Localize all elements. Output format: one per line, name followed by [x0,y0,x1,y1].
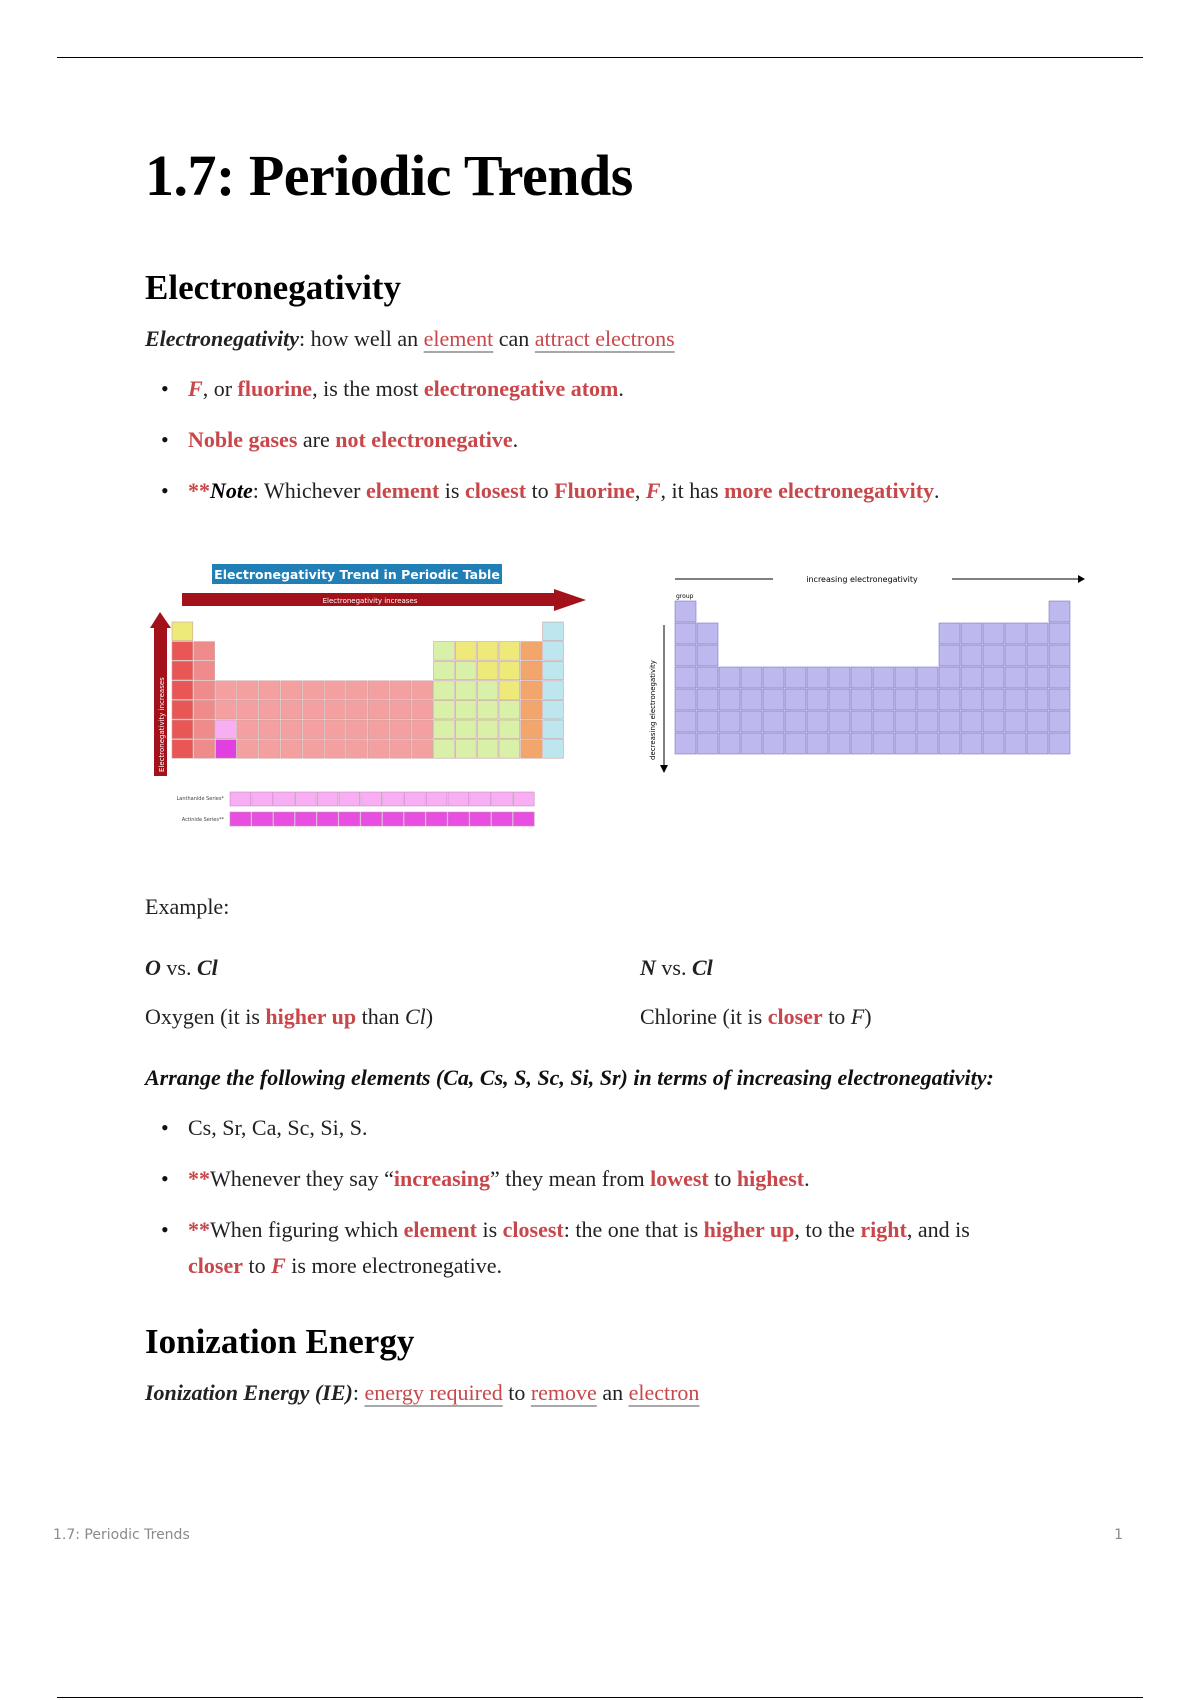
example-left-answer: Oxygen (it is higher up than Cl) [145,1004,434,1029]
element-cell [1027,667,1048,688]
element-cell [675,645,696,666]
element-cell [983,689,1004,710]
element-cell [303,681,324,700]
element-cell [939,667,960,688]
element-cell [719,733,740,754]
element-cell [807,667,828,688]
element-cell [172,740,193,759]
element-cell [216,700,237,719]
element-cell [697,733,718,754]
fig1-lanthanide-label: Lanthanide Series* [176,796,224,802]
link-remove[interactable]: remove [530,1380,597,1405]
element-cell [194,740,215,759]
element-cell [325,720,346,739]
element-cell [194,681,215,700]
element-cell [339,792,360,806]
element-cell [1049,623,1070,644]
element-cell [303,700,324,719]
element-cell [499,681,520,700]
fig1-arrow-label: Electronegativity increases [322,597,418,605]
element-cell [1049,711,1070,732]
element-cell [412,720,433,739]
element-cell [492,792,513,806]
element-cell [499,740,520,759]
element-cell [807,689,828,710]
element-cell [368,740,389,759]
element-cell [1005,689,1026,710]
link-element[interactable]: element [423,326,494,351]
element-cell [499,720,520,739]
element-cell [741,667,762,688]
periodic-table-purple [640,565,1085,780]
element-cell [829,733,850,754]
fig1-actinide-label: Actinide Series** [181,817,224,823]
element-cell [368,681,389,700]
link-energy-required[interactable]: energy required [364,1380,503,1405]
element-cell [383,792,404,806]
element-cell [675,667,696,688]
element-cell [917,733,938,754]
element-cell [368,720,389,739]
element-cell [172,681,193,700]
element-cell [295,792,316,806]
element-cell [675,733,696,754]
element-cell [346,700,367,719]
element-cell [194,720,215,739]
fig1-cells [172,622,563,826]
element-cell [1049,733,1070,754]
element-cell [939,645,960,666]
element-cell [543,642,564,661]
element-cell [237,740,258,759]
element-cell [434,661,455,680]
element-cell [543,661,564,680]
element-cell [741,689,762,710]
element-cell [499,700,520,719]
element-cell [697,689,718,710]
figure-electronegativity-trend-colored [150,560,590,842]
element-cell [917,689,938,710]
bottom-rule [57,1697,1143,1698]
element-cell [543,622,564,641]
element-cell [785,733,806,754]
element-cell [390,740,411,759]
element-cell [477,700,498,719]
element-cell [499,642,520,661]
element-cell [719,711,740,732]
element-cell [237,720,258,739]
example-label: Example: [145,894,230,919]
electronegativity-definition: Electronegativity: how well an element can attract electrons [145,326,675,351]
element-cell [675,601,696,622]
element-cell [281,681,302,700]
fig1-side-label: Electronegativity increases [158,677,166,772]
fig2-cells [675,601,1070,754]
element-cell [807,733,828,754]
element-cell [785,689,806,710]
element-cell [172,642,193,661]
element-cell [895,711,916,732]
element-cell [455,720,476,739]
example-right-answer: Chlorine (it is closer to F) [640,1004,872,1029]
element-cell [434,740,455,759]
element-cell [216,681,237,700]
fig1-arrow-head [554,589,586,611]
element-cell [346,740,367,759]
page-title: 1.7: Periodic Trends [145,143,633,208]
element-cell [237,700,258,719]
element-cell [434,681,455,700]
element-cell [390,681,411,700]
element-cell [230,792,251,806]
element-cell [513,812,534,826]
element-cell [785,711,806,732]
element-cell [829,689,850,710]
element-cell [939,733,960,754]
list-item: • F, or fluorine, is the most electronegative atom. [145,371,1085,407]
element-cell [763,667,784,688]
element-cell [390,700,411,719]
element-cell [895,733,916,754]
element-cell [961,733,982,754]
element-cell [1027,733,1048,754]
element-cell [961,623,982,644]
element-cell [1027,711,1048,732]
element-cell [404,792,425,806]
element-cell [317,812,338,826]
element-cell [697,645,718,666]
element-cell [368,700,389,719]
element-cell [448,792,469,806]
fig2-top-label: increasing electronegativity [806,575,918,584]
element-cell [1049,689,1070,710]
element-cell [961,667,982,688]
element-cell [983,711,1004,732]
element-cell [455,661,476,680]
element-cell [1027,623,1048,644]
element-cell [741,733,762,754]
element-cell [434,720,455,739]
element-cell [477,720,498,739]
element-cell [697,711,718,732]
element-cell [390,720,411,739]
link-attract-electrons[interactable]: attract electrons [534,326,675,351]
element-cell [252,812,273,826]
element-cell [1049,645,1070,666]
element-cell [404,812,425,826]
element-cell [873,667,894,688]
element-cell [434,700,455,719]
element-cell [426,792,447,806]
element-cell [339,812,360,826]
element-cell [851,733,872,754]
element-cell [829,711,850,732]
element-cell [470,792,491,806]
element-cell [1049,667,1070,688]
element-cell [274,812,295,826]
arrange-question: Arrange the following elements (Ca, Cs, S, Sc, Si, Sr) in terms of increasing electronegativity: [145,1065,994,1090]
element-cell [281,720,302,739]
element-cell [807,711,828,732]
element-cell [172,661,193,680]
element-cell [259,681,280,700]
element-cell [434,642,455,661]
element-cell [719,689,740,710]
element-cell [961,689,982,710]
element-cell [281,700,302,719]
element-cell [895,689,916,710]
list-item: • Noble gases are not electronegative. [145,422,1085,458]
element-cell [383,812,404,826]
element-cell [961,711,982,732]
element-cell [521,720,542,739]
element-cell [325,700,346,719]
element-cell [295,812,316,826]
element-cell [361,812,382,826]
element-cell [719,667,740,688]
element-cell [983,623,1004,644]
list-item: • Cs, Sr, Ca, Sc, Si, S. [145,1110,1085,1146]
element-cell [1005,645,1026,666]
element-cell [274,792,295,806]
element-cell [216,740,237,759]
element-cell [194,700,215,719]
element-cell [543,740,564,759]
element-cell [317,792,338,806]
element-cell [346,720,367,739]
figure-electronegativity-values [640,565,1085,780]
element-cell [763,711,784,732]
element-cell [477,740,498,759]
element-cell [697,623,718,644]
element-cell [763,733,784,754]
element-cell [172,622,193,641]
element-cell [477,642,498,661]
element-cell [939,711,960,732]
section-heading-electronegativity: Electronegativity [145,268,401,307]
element-cell [873,689,894,710]
element-cell [1005,667,1026,688]
element-cell [675,689,696,710]
element-cell [785,667,806,688]
element-cell [194,642,215,661]
fig2-group-label: group [676,593,694,600]
element-cell [763,689,784,710]
element-cell [1027,645,1048,666]
element-cell [455,700,476,719]
element-cell [675,623,696,644]
element-cell [873,711,894,732]
element-cell [961,645,982,666]
element-cell [1005,711,1026,732]
element-cell [470,812,491,826]
element-cell [1027,689,1048,710]
element-cell [521,661,542,680]
element-cell [1049,601,1070,622]
element-cell [675,711,696,732]
element-cell [259,720,280,739]
electronegativity-bullets [145,371,1085,509]
element-cell [521,700,542,719]
element-cell [237,681,258,700]
element-cell [513,792,534,806]
section-heading-ionization: Ionization Energy [145,1322,415,1361]
element-cell [281,740,302,759]
element-cell [697,667,718,688]
element-cell [543,681,564,700]
element-cell [325,681,346,700]
element-cell [426,812,447,826]
element-cell [983,667,1004,688]
footer-title: 1.7: Periodic Trends [53,1527,190,1543]
element-cell [303,720,324,739]
element-cell [983,733,1004,754]
element-cell [346,681,367,700]
element-cell [939,623,960,644]
element-cell [917,711,938,732]
element-cell [477,661,498,680]
footer-page-number: 1 [1114,1527,1123,1543]
example-left-question: O vs. Cl [145,955,218,980]
element-cell [259,740,280,759]
fig1-side-arrow-head [150,612,171,628]
element-cell [521,642,542,661]
list-item: • **When figuring which element is closest: the one that is higher up, to the right, and is closer to F is more electronegative. [145,1212,1085,1284]
element-cell [194,661,215,680]
element-cell [172,720,193,739]
element-cell [917,667,938,688]
element-cell [325,740,346,759]
list-item: • **Note: Whichever element is closest to Fluorine, F, it has more electronegativity. [145,473,1085,509]
element-cell [543,700,564,719]
element-cell [412,740,433,759]
element-cell [492,812,513,826]
top-rule [57,57,1143,58]
element-cell [361,792,382,806]
fig1-title: Electronegativity Trend in Periodic Table [214,567,500,582]
example-right-question: N vs. Cl [640,955,713,980]
list-item: • **Whenever they say “increasing” they mean from lowest to highest. [145,1161,1085,1197]
element-cell [172,700,193,719]
periodic-table-colored [150,560,590,842]
element-cell [412,700,433,719]
element-cell [939,689,960,710]
fig2-top-arrow-head [1078,575,1085,583]
element-cell [851,689,872,710]
element-cell [455,642,476,661]
element-cell [829,667,850,688]
element-cell [741,711,762,732]
element-cell [1005,623,1026,644]
ionization-definition: Ionization Energy (IE): energy required to remove an electron [145,1380,700,1405]
element-cell [873,733,894,754]
element-cell [499,661,520,680]
element-cell [216,720,237,739]
element-cell [477,681,498,700]
element-cell [303,740,324,759]
element-cell [455,681,476,700]
element-cell [230,812,251,826]
arrange-bullets [145,1110,1085,1284]
element-cell [259,700,280,719]
element-cell [521,681,542,700]
fig2-side-label: decreasing electronegativity [649,660,657,760]
element-cell [851,667,872,688]
element-cell [851,711,872,732]
element-cell [1005,733,1026,754]
element-cell [543,720,564,739]
element-cell [412,681,433,700]
link-electron[interactable]: electron [628,1380,700,1405]
element-cell [983,645,1004,666]
element-cell [448,812,469,826]
element-cell [455,740,476,759]
element-cell [252,792,273,806]
element-cell [895,667,916,688]
element-cell [521,740,542,759]
fig2-side-arrow-head [660,765,668,773]
